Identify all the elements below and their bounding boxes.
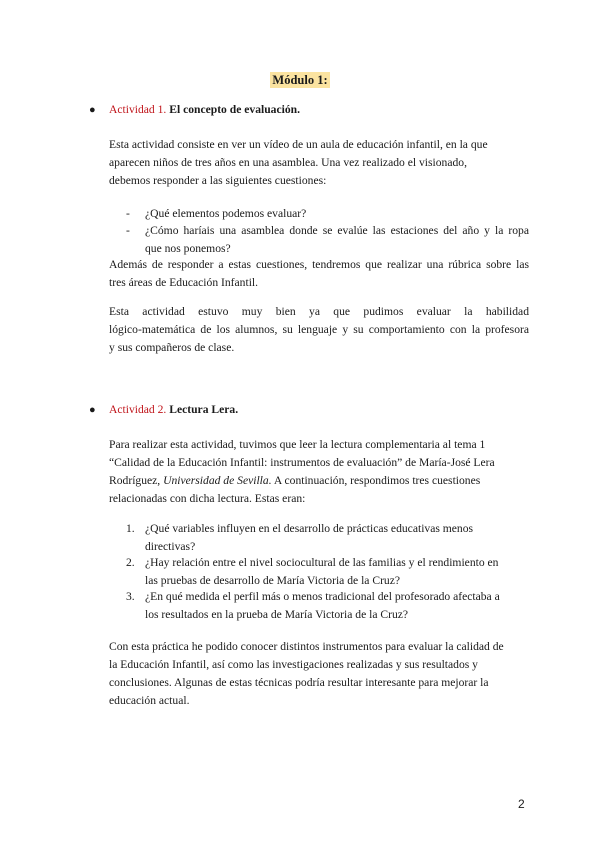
university-name: Universidad de Sevilla. [163,474,272,487]
activity2-bullet [89,401,96,419]
activity1-bullet [89,101,96,119]
text-line: Además de responder a estas cuestiones, tendremos que realizar una rúbrica sobre las [109,258,529,271]
page-title: Módulo 1: [272,73,328,87]
activity1-title: El concepto de evaluación. [169,103,300,116]
activity2-title: Lectura Lera. [169,403,239,416]
activity2-label: Actividad 2. [109,403,167,416]
list-item [145,222,529,258]
text-line: Esta actividad estuvo muy bien ya que pudimos evaluar la habilidad [109,305,529,318]
page-title-wrapper [0,71,600,90]
text-line: ¿En qué medida el perfil más o menos tradicional del profesorado afectaba a [145,590,500,603]
text-run: Rodríguez, [109,474,164,487]
list-marker: 1. [126,522,135,535]
list-marker: - [126,207,130,220]
activity1-label: Actividad 1. [109,103,167,116]
text-line: directivas? [145,540,196,553]
activity1-heading [109,101,300,119]
text-line: educación actual. [109,694,190,707]
text-line: ¿Hay relación entre el nivel sociocultural de las familias y el rendimiento en [145,556,499,569]
text-line: ¿Cómo haríais una asamblea donde se evalúe las estaciones del año y la ropa [145,224,529,237]
activity1-after [109,256,529,292]
text-line: Para realizar esta actividad, tuvimos que leer la lectura complementaria al tema 1 [109,438,486,451]
activity1-conclusion [109,303,529,357]
text-line: aparecen niños de tres años en una asamblea. Una vez realizado el visionado, [109,156,467,169]
activity2-heading [109,401,238,419]
activity1-intro [109,136,529,190]
text-line: que nos ponemos? [145,242,231,255]
text-line: conclusiones. Algunas de estas técnicas podría resultar interesante para mejorar la [109,676,489,689]
activity2-intro [109,436,529,508]
text-run: A continuación, respondimos tres cuestiones [271,474,481,487]
text-line: ¿Qué variables influyen en el desarrollo de prácticas educativas menos [145,522,474,535]
text-line: ¿Qué elementos podemos evaluar? [145,207,307,220]
text-line: “Calidad de la Educación Infantil: instrumentos de evaluación” de María-José Lera [109,456,495,469]
text-line: tres áreas de Educación Infantil. [109,276,259,289]
bullet-icon: ● [89,104,96,116]
text-line: relacionadas con dicha lectura. Estas eran: [109,492,306,505]
bullet-icon: ● [89,404,96,416]
text-line: la Educación Infantil, así como las investigaciones realizadas y sus resultados y [109,658,478,671]
text-line: lógico-matemática de los alumnos, su lenguaje y su comportamiento con la profesora [109,323,529,336]
list-item [145,205,529,223]
text-line: las pruebas de desarrollo de María Victoria de la Cruz? [145,574,401,587]
text-line: y sus compañeros de clase. [109,341,235,354]
list-marker: 3. [126,590,135,603]
list-item [145,554,529,590]
list-marker: - [126,224,130,237]
list-item [145,588,529,624]
text-line: Con esta práctica he podido conocer distintos instrumentos para evaluar la calidad de [109,640,504,653]
page-number: 2 [518,797,525,811]
activity2-conclusion [109,638,529,710]
text-line: Esta actividad consiste en ver un vídeo de un aula de educación infantil, en la que [109,138,488,151]
text-line [109,472,529,490]
text-line: los resultados en la prueba de María Victoria de la Cruz? [145,608,409,621]
list-marker: 2. [126,556,135,569]
text-line: debemos responder a las siguientes cuestiones: [109,174,327,187]
list-item [145,520,529,556]
